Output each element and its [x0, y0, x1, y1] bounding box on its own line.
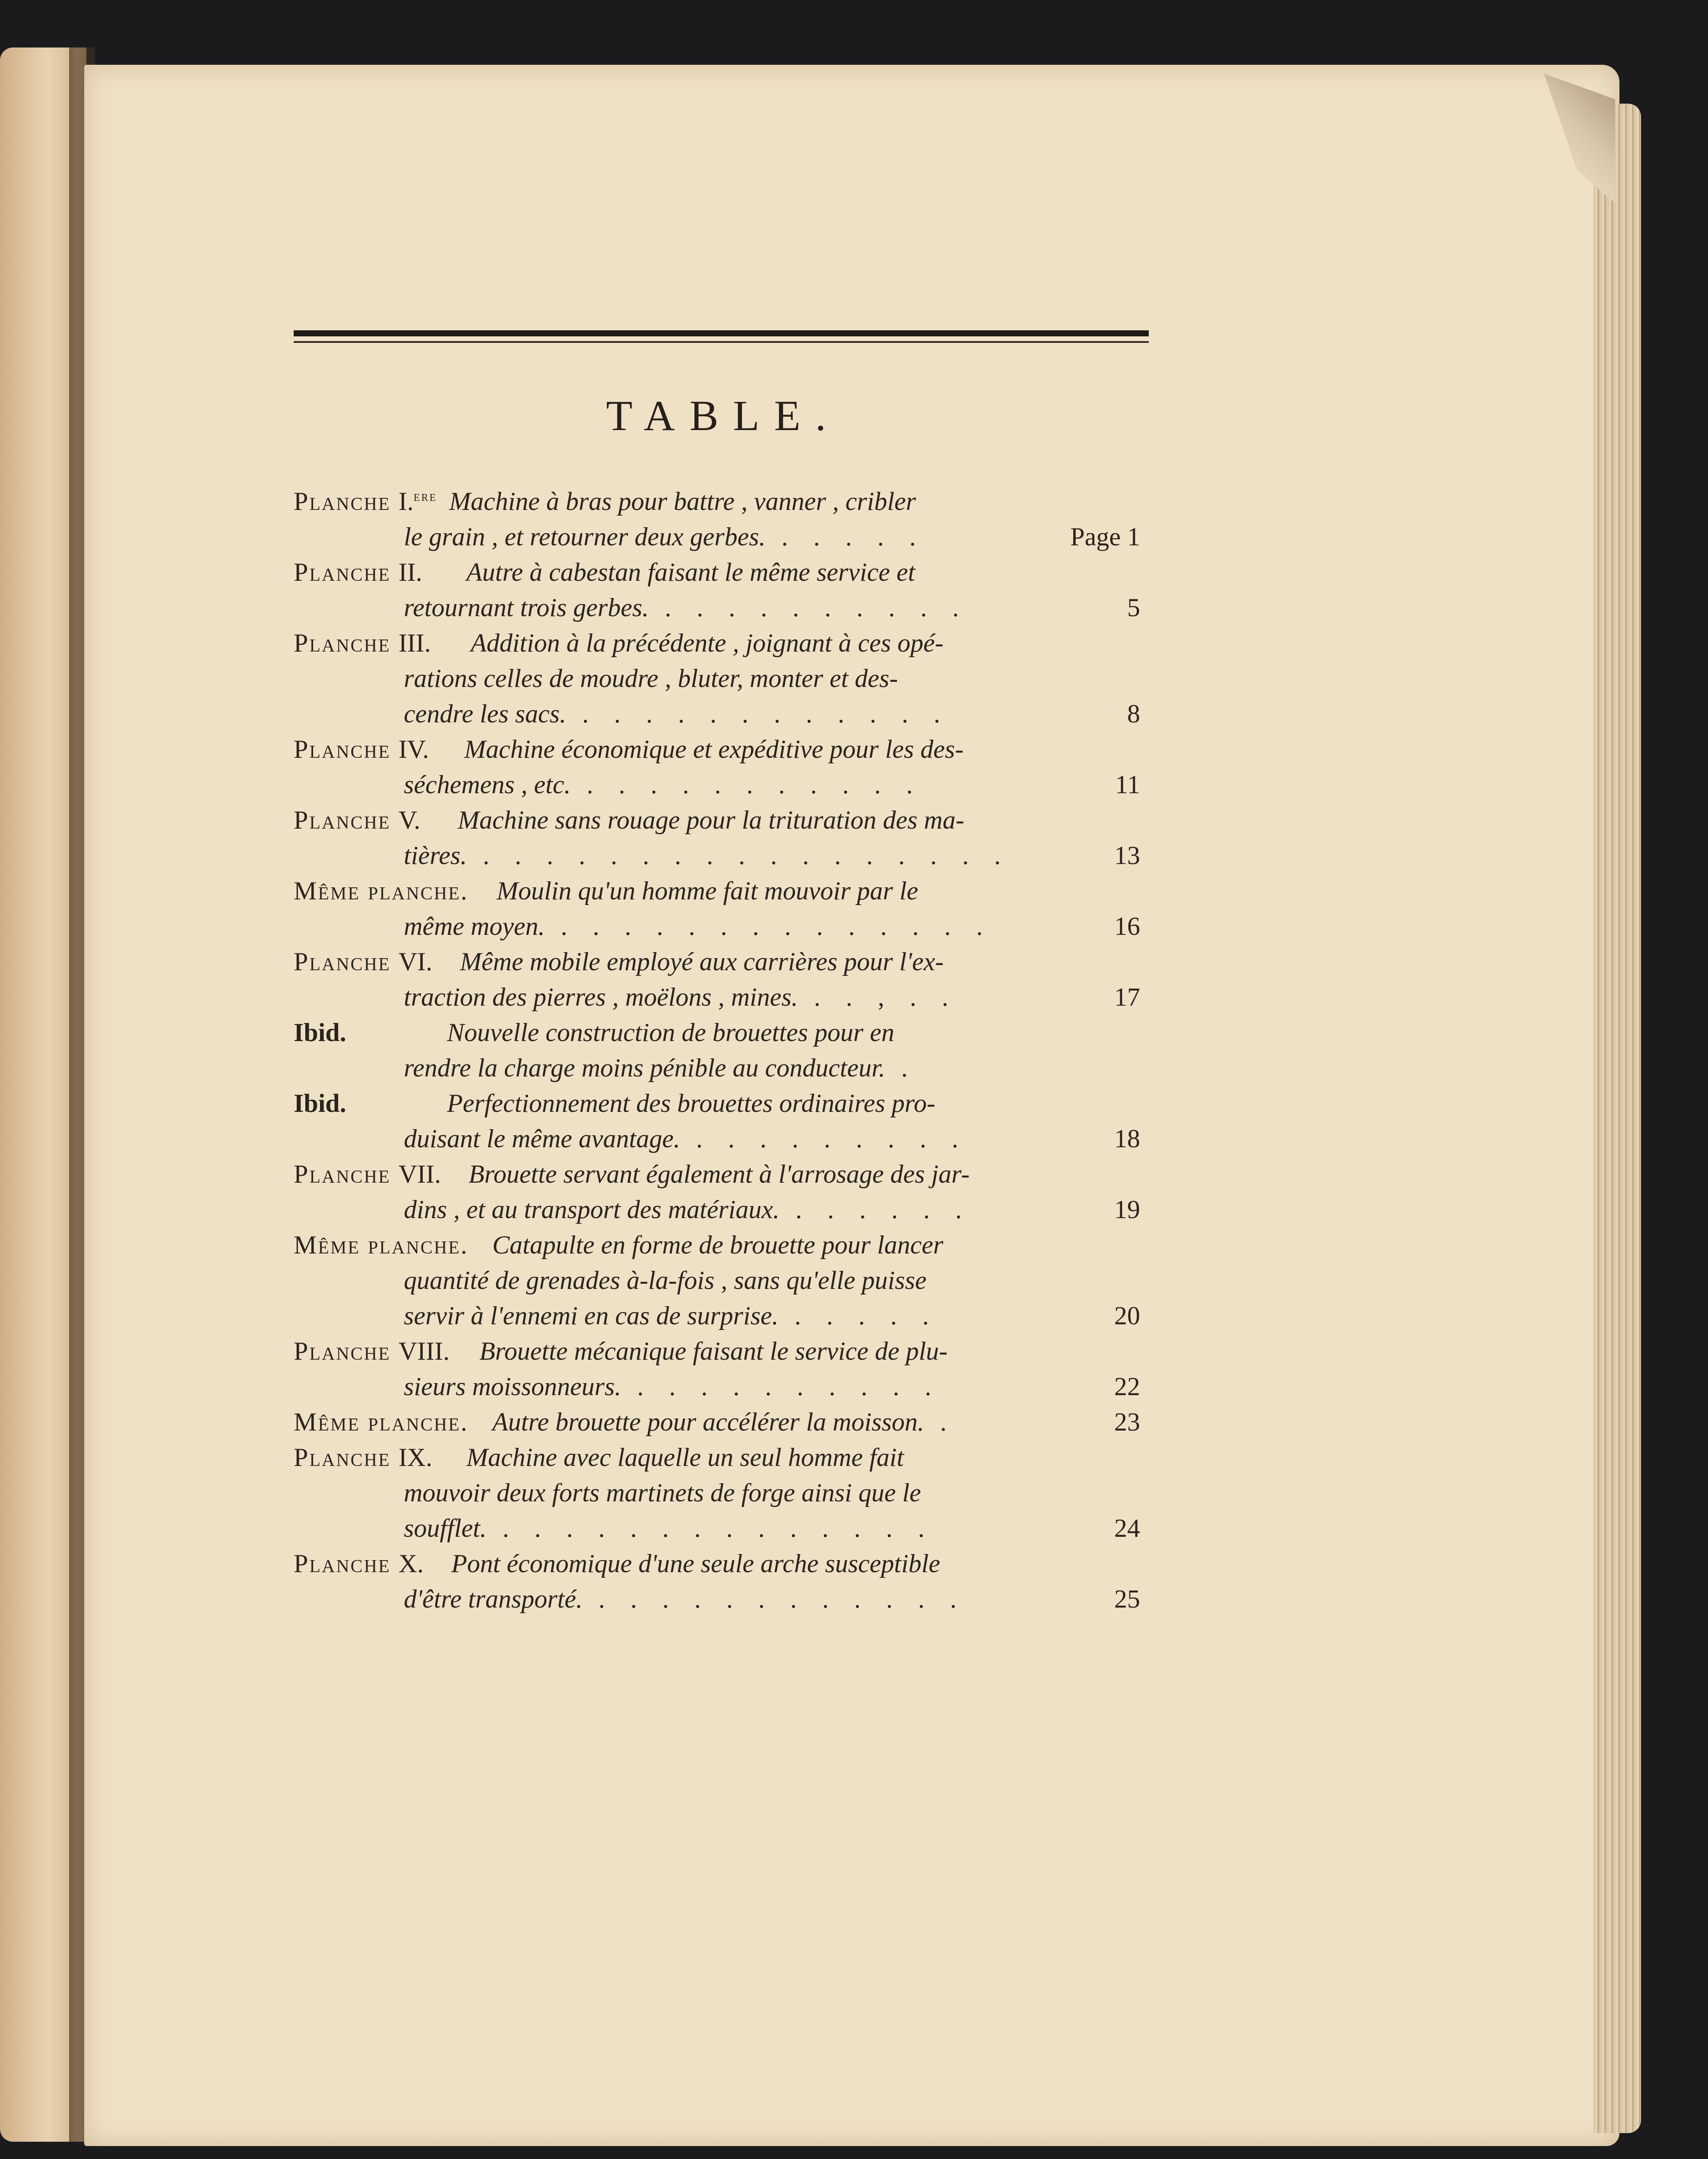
page-number: 22 — [1114, 1372, 1140, 1401]
page-number: 8 — [1127, 700, 1140, 728]
entry-text: retournant trois gerbes. . . . . . . . . . . — [404, 593, 969, 622]
page-number: 11 — [1115, 770, 1140, 799]
entry-text: tières. . . . . . . . . . . . . . . . . . — [404, 841, 1011, 870]
entry-text: traction des pierres , moëlons , mines. . . , . . — [404, 983, 958, 1011]
entry-label: Même planche. — [294, 1231, 469, 1259]
toc-entry — [294, 802, 1170, 838]
header-rule-thin — [294, 341, 1149, 343]
toc-entry — [294, 731, 1170, 767]
toc-entry — [294, 1156, 1170, 1192]
entry-text: Autre brouette pour accélérer la moisson. . — [492, 1408, 956, 1436]
entry-text: Moulin qu'un homme fait mouvoir par le — [497, 877, 919, 905]
page-number: 24 — [1114, 1514, 1140, 1542]
entry-label: Planche I.$^{ere}$ — [294, 487, 437, 516]
entry-text: Autre à cabestan faisant le même service et — [466, 558, 916, 586]
toc-entry — [294, 1015, 1170, 1050]
entry-text: Brouette servant également à l'arrosage des jar- — [469, 1160, 970, 1188]
entry-text: Nouvelle construction de brouettes pour en — [447, 1018, 894, 1047]
entry-text: Catapulte en forme de brouette pour lancer — [492, 1231, 944, 1259]
entry-text: Pont économique d'une seule arche susceptible — [451, 1549, 940, 1578]
page-edges — [1594, 104, 1641, 2133]
entry-text: Machine à bras pour battre , vanner , cribler — [449, 487, 916, 516]
entry-text: Machine économique et expéditive pour les des- — [464, 735, 964, 763]
entry-label: Planche II. — [294, 558, 422, 586]
entry-label: Planche VI. — [294, 947, 432, 976]
toc-entry — [294, 484, 1170, 519]
entry-label: Même planche. — [294, 1408, 469, 1436]
toc-entry — [294, 1546, 1170, 1581]
entry-text: Machine avec laquelle un seul homme fait — [466, 1443, 904, 1472]
table-of-contents — [294, 484, 1170, 1617]
entry-text: sieurs moissonneurs. . . . . . . . . . . — [404, 1372, 941, 1401]
entry-text: le grain , et retourner deux gerbes. . . . . . — [404, 522, 925, 551]
toc-entry — [294, 1404, 1170, 1440]
entry-label: Planche IV. — [294, 735, 429, 763]
entry-text: même moyen. . . . . . . . . . . . . . . — [404, 912, 992, 940]
entry-text: Même mobile employé aux carrières pour l'ex- — [460, 947, 944, 976]
page-title: TABLE. — [606, 392, 841, 440]
entry-text: mouvoir deux forts martinets de forge ainsi que le — [404, 1478, 921, 1507]
entry-text: rendre la charge moins pénible au conducteur. . — [404, 1054, 917, 1082]
entry-text: Addition à la précédente , joignant à ces opé- — [471, 629, 944, 657]
toc-entry — [294, 1086, 1170, 1121]
page-number: 17 — [1114, 983, 1140, 1011]
entry-label: Planche IX. — [294, 1443, 432, 1472]
page-number: 20 — [1114, 1301, 1140, 1330]
toc-entry — [294, 873, 1170, 909]
entry-label: Planche X. — [294, 1549, 424, 1578]
entry-label: Ibid. — [294, 1018, 346, 1047]
entry-text: servir à l'ennemi en cas de surprise. . . . . . — [404, 1301, 938, 1330]
page-number: 5 — [1127, 593, 1140, 622]
entry-text: dins , et au transport des matériaux. . . . . . . — [404, 1195, 971, 1224]
page-number: 25 — [1114, 1585, 1140, 1613]
entry-text: soufflet. . . . . . . . . . . . . . . — [404, 1514, 934, 1542]
toc-entry — [294, 1440, 1170, 1475]
entry-text: Machine sans rouage pour la trituration des ma- — [458, 806, 964, 834]
toc-entry — [294, 944, 1170, 979]
toc-entry — [294, 1227, 1170, 1263]
entry-text: duisant le même avantage. . . . . . . . . . — [404, 1124, 968, 1153]
entry-label: Planche VIII. — [294, 1337, 450, 1365]
entry-text: d'être transporté. . . . . . . . . . . . . — [404, 1585, 966, 1613]
entry-label: Même planche. — [294, 877, 469, 905]
entry-text: Perfectionnement des brouettes ordinaires pro- — [447, 1089, 935, 1117]
header-rule-thick — [294, 330, 1149, 336]
entry-text: quantité de grenades à-la-fois , sans qu'elle puisse — [404, 1266, 927, 1295]
page-number: 16 — [1114, 912, 1140, 940]
page-number: Page 1 — [1070, 522, 1140, 551]
page-number: 13 — [1114, 841, 1140, 870]
entry-label: Planche V. — [294, 806, 421, 834]
page-number: 18 — [1114, 1124, 1140, 1153]
page-number: 23 — [1114, 1408, 1140, 1436]
page-number: 19 — [1114, 1195, 1140, 1224]
toc-entry — [294, 554, 1170, 590]
entry-text: séchemens , etc. . . . . . . . . . . . — [404, 770, 922, 799]
entry-label: Planche VII. — [294, 1160, 441, 1188]
entry-text: Brouette mécanique faisant le service de plu- — [479, 1337, 948, 1365]
entry-text: cendre les sacs. . . . . . . . . . . . . — [404, 700, 950, 728]
toc-entry — [294, 1333, 1170, 1369]
entry-label: Ibid. — [294, 1089, 346, 1117]
entry-label: Planche III. — [294, 629, 431, 657]
toc-entry — [294, 625, 1170, 661]
entry-text: rations celles de moudre , bluter, monter et des- — [404, 664, 898, 693]
